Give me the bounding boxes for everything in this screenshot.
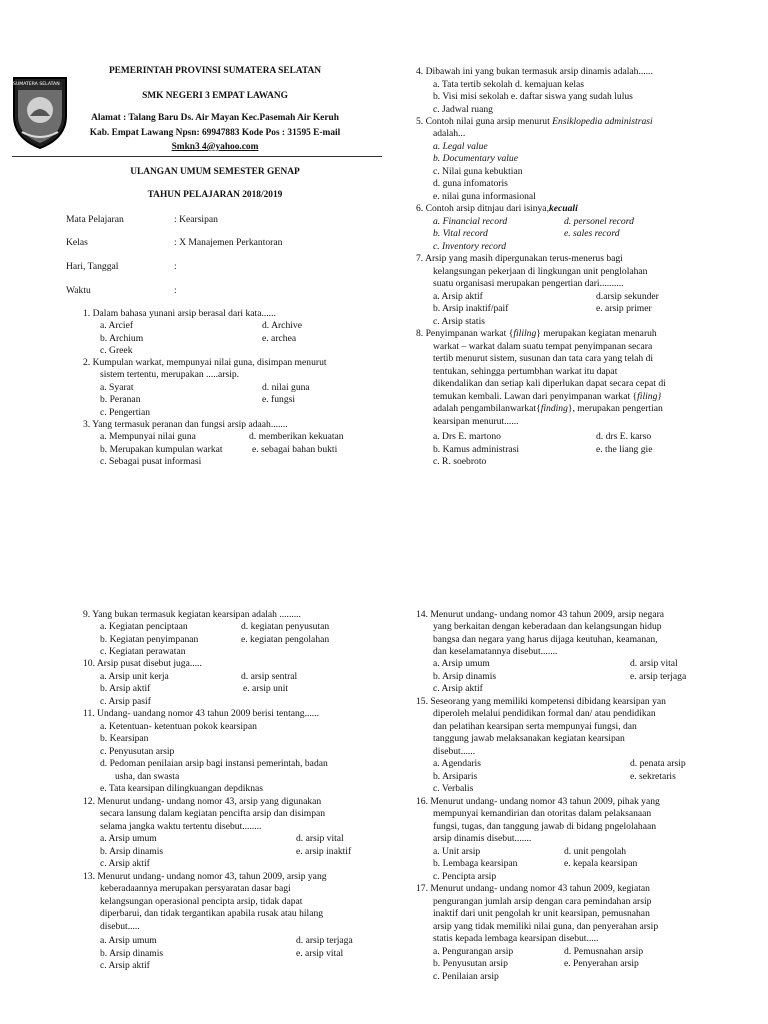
question-5: 5. Contoh nilai guna arsip menurut Ensiklopedia administrasi <box>416 116 653 127</box>
exam-year: TAHUN PELAJARAN 2018/2019 <box>147 190 283 200</box>
question-7-cont1: kelangsungan pekerjaan di lingkungan unit penglolahan <box>433 266 648 277</box>
question-17-cont4: statis kepada lembaga kearsipan disebut..... <box>433 933 599 944</box>
question-6: 6. Contoh arsip ditnjau dari isinya,kecuali <box>416 203 578 214</box>
q12-option-d: d. arsip vital <box>296 833 344 844</box>
q6-option-c: c. Inventory record <box>433 241 507 252</box>
question-3: 3. Yang termasuk peranan dan fungsi arsip adaah....... <box>83 419 288 430</box>
q8-option-c: c. R. soebroto <box>433 456 487 467</box>
q13-option-e: e. arsip vital <box>296 948 344 959</box>
q17-option-a: a. Pengurangan arsip <box>433 946 514 957</box>
q2-option-a: a. Syarat <box>100 382 134 393</box>
q10-option-d: d. arsip sentral <box>241 671 298 682</box>
q8-option-e: e. the liang gie <box>596 444 653 455</box>
question-8: 8. Penyimpanan warkat {fililng} merupakan kegiatan menaruh <box>416 328 657 339</box>
q3-option-a: a. Mempunyai nilai guna <box>100 431 196 442</box>
question-8-cont2: tertib menurut sistem, susunan dan tata cara yang telah di <box>433 353 654 364</box>
question-11: 11. Undang- uandang nomor 43 tahun 2009 berisi tentang...... <box>83 708 319 719</box>
question-15-cont1: diperoleh melalui pendidikan formal dan/ atau pendidikan <box>433 708 656 719</box>
q3-option-b: b. Merupakan kumpulan warkat <box>100 444 223 455</box>
q7-option-e: e. arsip primer <box>596 303 652 314</box>
question-13-cont2: kelangsungan operasional pencipta arsip, tidak dapat <box>100 896 303 907</box>
question-15: 15. Seseorang yang memiliki kompetensi dibidang kearsipan yan <box>416 696 666 707</box>
question-5-cont: adalah... <box>433 128 466 139</box>
q6-option-d: d. personel record <box>564 216 634 227</box>
q12-option-a: a. Arsip umum <box>100 833 157 844</box>
q2-option-b: b. Peranan <box>100 394 141 405</box>
q12-option-c: c. Arsip aktif <box>100 858 150 869</box>
q6-option-a: a. Financial record <box>433 216 508 227</box>
q3-option-d: d. memberikan kekuatan <box>249 431 344 442</box>
q14-option-d: d. arsip vital <box>630 658 678 669</box>
header-school: SMK NEGERI 3 EMPAT LAWANG <box>142 91 288 101</box>
q11-option-c: c. Penyusutan arsip <box>100 746 175 757</box>
question-13-cont3: diperbarui, dan tidak tergantikan apabila rusak atau hilang <box>100 908 324 919</box>
question-2-cont: sistem tertentu, merupakan .....arsip. <box>100 369 240 380</box>
header-divider <box>12 156 382 157</box>
question-13: 13. Menurut undang- undang nomor 43, tahun 2009, arsip yang <box>83 871 327 882</box>
question-4: 4. Dibawah ini yang bukan termasuk arsip dinamis adalah...... <box>416 66 653 77</box>
question-16: 16. Menurut undang- undang nomor 43 tahun 2009, pihak yang <box>416 796 660 807</box>
q11-option-b: b. Kearsipan <box>100 733 149 744</box>
question-2: 2. Kumpulan warkat, mempunyai nilai guna, disimpan menurut <box>83 357 327 368</box>
q17-option-b: b. Penyusutan arsip <box>433 958 508 969</box>
q11-option-d: d. Pedoman penilaian arsip bagi instansi pemerintah, badan <box>100 758 328 769</box>
question-7: 7. Arsip yang masih dipergunakan terus-menerus bagi <box>416 253 623 264</box>
q12-option-b: b. Arsip dinamis <box>100 846 164 857</box>
q11-option-a: a. Ketentuan- ketentuan pokok kearsipan <box>100 721 257 732</box>
question-17-cont3: arsip yang tidak memiliki nilai guna, dan penyerahan arsip <box>433 921 659 932</box>
q15-option-e: e. sekretaris <box>630 771 676 782</box>
q12-option-e: e. arsip inaktif <box>296 846 352 857</box>
q15-option-c: c. Verbalis <box>433 783 474 794</box>
q14-option-e: e. arsip terjaga <box>630 671 687 682</box>
question-17-cont2: inaktif dari unit pengolah kr unit kearsipan, pemusnahan <box>433 908 650 919</box>
question-12-cont1: secara lansung dalam kegiatan pencifta arsip dan disimpan <box>100 808 326 819</box>
question-8-cont7: kearsipan menurut...... <box>433 416 519 427</box>
question-14-cont3: dan keselamatannya disebut....... <box>433 646 558 657</box>
q10-option-b: b. Arsip aktif <box>100 683 151 694</box>
q14-option-c: c. Arsip aktif <box>433 683 483 694</box>
q6-option-e: e. sales record <box>564 228 620 239</box>
exam-title: ULANGAN UMUM SEMESTER GENAP <box>130 167 300 177</box>
q1-option-d: d. Archive <box>262 320 302 331</box>
q7-option-d: d.arsip sekunder <box>596 291 659 302</box>
question-15-cont3: tanggung jawab melaksanakan kegiatan kearsipan <box>433 733 625 744</box>
q3-option-c: c. Sebagai pusat informasi <box>100 456 202 467</box>
question-16-cont1: mempunyai kemandirian dan otoritas dalam pelaksanaan <box>433 808 652 819</box>
q14-option-b: b. Arsip dinamis <box>433 671 497 682</box>
field-label-date: Hari, Tanggal <box>66 261 119 272</box>
q9-option-c: c. Kegiatan perawatan <box>100 646 186 657</box>
question-10: 10. Arsip pusat disebut juga..... <box>83 658 202 669</box>
question-15-cont4: disebut...... <box>433 746 476 757</box>
q16-option-c: c. Pencipta arsip <box>433 871 497 882</box>
q9-option-b: b. Kegiatan penyimpanan <box>100 634 199 645</box>
q15-option-b: b. Arsiparis <box>433 771 478 782</box>
q4-option-a: a. Tata tertib sekolah d. kemajuan kelas <box>433 79 584 90</box>
header-contact: Kab. Empat Lawang Npsn: 69947883 Kode Pos : 31595 E-mail <box>89 128 341 138</box>
question-8-cont1: warkat – warkat dalam suatu tempat penyimpanan secara <box>433 341 653 352</box>
header-email: Smkn3 4@yahoo.com <box>171 142 259 152</box>
question-12: 12. Menurut undang- undang nomor 43, arsip yang digunakan <box>83 796 322 807</box>
q16-option-b: b. Lembaga kearsipan <box>433 858 518 869</box>
question-17: 17. Menurut undang- undang nomor 43 tahun 2009, kegiatan <box>416 883 650 894</box>
question-1: 1. Dalam bahasa yunani arsip berasal dari kata...... <box>83 308 276 319</box>
question-16-cont2: fungsi, tugas, dan tanggung jawab di bidang pngelolahaan <box>433 821 657 832</box>
q5-option-c: c. Nilai guna kebuktian <box>433 166 523 177</box>
q7-option-a: a. Arsip aktif <box>433 291 483 302</box>
q15-option-a: a. Agendaris <box>433 758 481 769</box>
q13-option-b: b. Arsip dinamis <box>100 948 164 959</box>
question-8-cont5: temukan kembali. Lawan dari penyimpanan warkat {filing} <box>433 391 662 402</box>
q13-option-c: c. Arsip aktif <box>100 960 150 971</box>
question-13-cont1: keberadaannya merupakan persyaratan dasar bagi <box>100 883 291 894</box>
q2-option-c: c. Pengertian <box>100 407 151 418</box>
q8-option-d: d. drs E. karso <box>596 431 652 442</box>
header-government: PEMERINTAH PROVINSI SUMATERA SELATAN <box>108 66 322 76</box>
q17-option-c: c. Penilaian arsip <box>433 971 499 982</box>
field-label-time: Waktu <box>66 285 91 296</box>
q2-option-d: d. nilai guna <box>262 382 310 393</box>
q9-option-e: e. kegiatan pengolahan <box>241 634 330 645</box>
q14-option-a: a. Arsip umum <box>433 658 490 669</box>
q17-option-d: d. Pemusnahan arsip <box>564 946 644 957</box>
question-15-cont2: dan pelatihan kearsipan serta mempunyai fungsi, dan <box>433 721 637 732</box>
question-14-cont1: yang berkaitan dengan keberadaan dan kelangsungan hidup <box>433 621 662 632</box>
q1-option-b: b. Archium <box>100 333 144 344</box>
q10-option-a: a. Arsip unit kerja <box>100 671 169 682</box>
field-label-class: Kelas <box>66 237 88 248</box>
q16-option-d: d. unit pengolah <box>564 846 627 857</box>
q6-option-b: b. Vital record <box>433 228 488 239</box>
q4-option-c: c. Jadwal ruang <box>433 104 493 115</box>
q8-option-b: b. Kamus administrasi <box>433 444 520 455</box>
q5-option-e: e. nilai guna informasional <box>433 191 536 202</box>
field-label-subject: Mata Pelajaran <box>66 214 124 225</box>
q7-option-b: b. Arsip inaktif/paif <box>433 303 509 314</box>
q5-option-d: d. guna infomatoris <box>433 178 508 189</box>
header-address: Alamat : Talang Baru Ds. Air Mayan Kec.Pasemah Air Keruh <box>91 113 339 123</box>
field-value-time: : <box>174 285 177 296</box>
question-7-cont2: suatu organisasi merupakan pengertian dari.......... <box>433 278 624 289</box>
q16-option-e: e. kepala kearsipan <box>564 858 638 869</box>
q1-option-e: e. archea <box>262 333 297 344</box>
question-13-cont4: disebut..... <box>100 921 140 932</box>
question-14-cont2: bangsa dan negara yang harus dijaga keutuhan, keamanan, <box>433 634 658 645</box>
q9-option-d: d. kegiatan penyusutan <box>241 621 330 632</box>
q7-option-c: c. Arsip statis <box>433 316 485 327</box>
q10-option-c: c. Arsip pasif <box>100 696 151 707</box>
question-14: 14. Menurut undang- undang nomor 43 tahun 2009, arsip negara <box>416 609 665 620</box>
q1-option-c: c. Greek <box>100 345 133 356</box>
logo-caption: SUMATERA SELATAN <box>13 82 60 87</box>
q5-option-b: b. Documentary value <box>433 153 518 164</box>
q1-option-a: a. Arcief <box>100 320 134 331</box>
q13-option-a: a. Arsip umum <box>100 935 157 946</box>
question-8-cont6: adalah pengambilanwarkat{finding}, merupakan pengertian <box>433 403 663 414</box>
question-9: 9. Yang bukan termasuk kegiatan kearsipan adalah ......... <box>83 609 301 620</box>
question-16-cont3: arsip dinamis disebut....... <box>433 833 532 844</box>
q11-option-d-cont: usha, dan swasta <box>115 771 180 782</box>
q11-option-e: e. Tata kearsipan dilingkuangan depdiknas <box>100 783 263 794</box>
q10-option-e: e. arsip unit <box>243 683 289 694</box>
question-8-cont4: dikendalikan dan setiap kali diperlukan dapat secara cepat di <box>433 378 666 389</box>
q2-option-e: e. fungsi <box>262 394 296 405</box>
q9-option-a: a. Kegiatan penciptaan <box>100 621 188 632</box>
q16-option-a: a. Unit arsip <box>433 846 481 857</box>
question-17-cont1: pengurangan jumlah arsip dengan cara pemindahan arsip <box>433 896 652 907</box>
q8-option-a: a. Drs E. martono <box>433 431 501 442</box>
field-value-date: : <box>174 261 177 272</box>
question-8-cont3: tentukan, sehingga pertumbhan warkat itu dapat <box>433 366 618 377</box>
field-value-subject: : Kearsipan <box>174 214 218 225</box>
q15-option-d: d. penata arsip <box>630 758 686 769</box>
field-value-class: : X Manajemen Perkantoran <box>174 237 283 248</box>
q3-option-e: e. sebagai bahan bukti <box>252 444 338 455</box>
q13-option-d: d. arsip terjaga <box>296 935 353 946</box>
q5-option-a: a. Legal value <box>433 141 488 152</box>
q4-option-b: b. Visi misi sekolah e. daftar siswa yang sudah lulus <box>433 91 633 102</box>
question-12-cont2: selama jangka waktu tertentu disebut........ <box>100 821 262 832</box>
q17-option-e: e. Penyerahan arsip <box>564 958 639 969</box>
